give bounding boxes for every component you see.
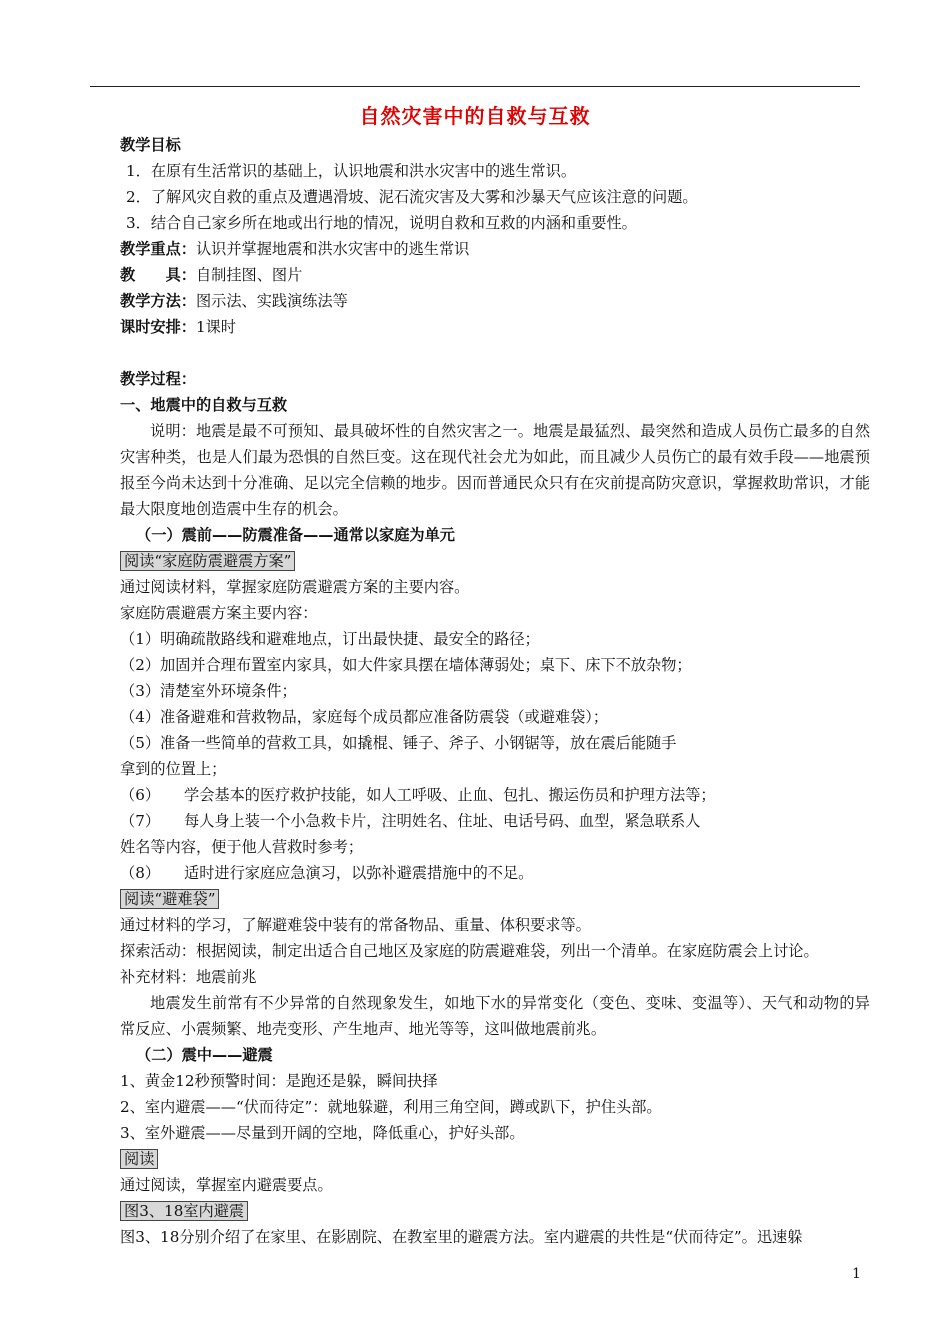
during-item: 2、室内避震——“伏而待定”：就地躲避，利用三角空间，蹲或趴下，护住头部。 bbox=[120, 1098, 662, 1116]
plan-item: （2）加固并合理布置室内家具，如大件家具摆在墙体薄弱处；桌下、床下不放杂物； bbox=[120, 656, 692, 674]
figure-text: 图3、18分别介绍了在家里、在影剧院、在教室里的避震方法。室内避震的共性是“伏而待定”。迅速躲 bbox=[120, 1228, 803, 1246]
tools-value: 自制挂图、图片 bbox=[195, 266, 303, 284]
during-item: 3、室外避震——尽量到开阔的空地，降低重心，护好头部。 bbox=[120, 1124, 525, 1142]
figure-row bbox=[120, 1198, 870, 1224]
section1-heading: 一、地震中的自救与互救 bbox=[120, 396, 288, 414]
plan-item: 拿到的位置上； bbox=[120, 760, 227, 778]
document-body bbox=[120, 132, 870, 1250]
read2-row bbox=[120, 886, 870, 912]
figure-label: 图3、18室内避震 bbox=[120, 1201, 248, 1221]
schedule-row bbox=[120, 314, 870, 340]
read1-label: 阅读“家庭防震避震方案” bbox=[120, 551, 295, 571]
plan-item: （4）准备避难和营救物品，家庭每个成员都应准备防震袋（或避难袋）； bbox=[120, 708, 609, 726]
schedule-value: 1课时 bbox=[195, 318, 236, 336]
during-item: 1、黄金12秒预警时间：是跑还是躲，瞬间抉择 bbox=[120, 1072, 438, 1090]
section1-intro: 说明：地震是最不可预知、最具破坏性的自然灾害之一。地震是最猛烈、最突然和造成人员伤亡最多的自然灾害种类，也是人们最为恐惧的自然巨变。这在现代社会尤为如此，而且减少人员伤亡的最有效手段——地震预报至今尚未达到十分准确、足以完全信赖的地步。因而普通民众只有在灾前提高防灾意识，掌握救助常识，才能最大限度地创造震中生存的机会。 bbox=[120, 422, 870, 518]
sub1-heading: （一）震前——防震准备——通常以家庭为单元 bbox=[136, 526, 455, 544]
sub2-heading: （二）震中——避震 bbox=[136, 1046, 273, 1064]
key-points-label: 教学重点： bbox=[120, 240, 196, 258]
header-rule bbox=[90, 86, 860, 87]
plan-item-text: 学会基本的医疗救护技能，如人工呼吸、止血、包扎、搬运伤员和护理方法等； bbox=[184, 786, 716, 804]
plan-item-number: （6） bbox=[120, 786, 161, 804]
plan-item: （5）准备一些简单的营救工具，如撬棍、锤子、斧子、小钢锯等，放在震后能随手 bbox=[120, 734, 677, 752]
plan-item: （3）清楚室外环境条件； bbox=[120, 682, 297, 700]
objective-item: 2．了解风灾自救的重点及遭遇滑坡、泥石流灾害及大雾和沙暴天气应该注意的问题。 bbox=[126, 188, 698, 206]
read2-text: 通过材料的学习，了解避难袋中装有的常备物品、重量、体积要求等。 bbox=[120, 916, 591, 934]
plan-item bbox=[120, 860, 870, 886]
read3-label: 阅读 bbox=[120, 1149, 158, 1169]
explore-text: 探索活动：根据阅读，制定出适合自己地区及家庭的防震避难袋，列出一个清单。在家庭防震会上讨论。 bbox=[120, 942, 819, 960]
objectives-heading: 教学目标 bbox=[120, 136, 181, 154]
process-heading: 教学过程： bbox=[120, 370, 196, 388]
read2-label: 阅读“避难袋” bbox=[120, 889, 219, 909]
plan-item-text: 每人身上装一个小急救卡片，注明姓名、住址、电话号码、血型，紧急联系人 bbox=[184, 812, 701, 830]
plan-item: （1）明确疏散路线和避难地点，订出最快捷、最安全的路径； bbox=[120, 630, 540, 648]
read3-row bbox=[120, 1146, 870, 1172]
plan-item: 姓名等内容，便于他人营救时参考； bbox=[120, 838, 363, 856]
tools-row bbox=[120, 262, 870, 288]
schedule-label: 课时安排： bbox=[120, 318, 196, 336]
tools-label: 教 具： bbox=[120, 266, 196, 284]
plan-item-number: （8） bbox=[120, 864, 161, 882]
objective-item: 3．结合自己家乡所在地或出行地的情况，说明自救和互救的内涵和重要性。 bbox=[126, 214, 637, 232]
read1-text: 通过阅读材料，掌握家庭防震避震方案的主要内容。 bbox=[120, 578, 470, 596]
supplement-text: 补充材料：地震前兆 bbox=[120, 968, 257, 986]
plan-item-text: 适时进行家庭应急演习，以弥补避震措施中的不足。 bbox=[184, 864, 534, 882]
precursor-text: 地震发生前常有不少异常的自然现象发生，如地下水的异常变化（变色、变味、变温等）、天气和动物的异常反应、小震频繁、地壳变形、产生地声、地光等等，这叫做地震前兆。 bbox=[120, 994, 870, 1038]
methods-label: 教学方法： bbox=[120, 292, 196, 310]
page-number: 1 bbox=[852, 1266, 861, 1282]
methods-value: 图示法、实践演练法等 bbox=[195, 292, 348, 310]
plan-item-number: （7） bbox=[120, 812, 161, 830]
objective-item: 1．在原有生活常识的基础上，认识地震和洪水灾害中的逃生常识。 bbox=[126, 162, 577, 180]
plan-intro: 家庭防震避震方案主要内容： bbox=[120, 604, 318, 622]
plan-item bbox=[120, 808, 870, 834]
read3-text: 通过阅读，掌握室内避震要点。 bbox=[120, 1176, 333, 1194]
methods-row bbox=[120, 288, 870, 314]
plan-item bbox=[120, 782, 870, 808]
read1-row bbox=[120, 548, 870, 574]
document-title: 自然灾害中的自救与互救 bbox=[359, 104, 591, 128]
key-points-value: 认识并掌握地震和洪水灾害中的逃生常识 bbox=[195, 240, 470, 258]
key-points-row bbox=[120, 236, 870, 262]
